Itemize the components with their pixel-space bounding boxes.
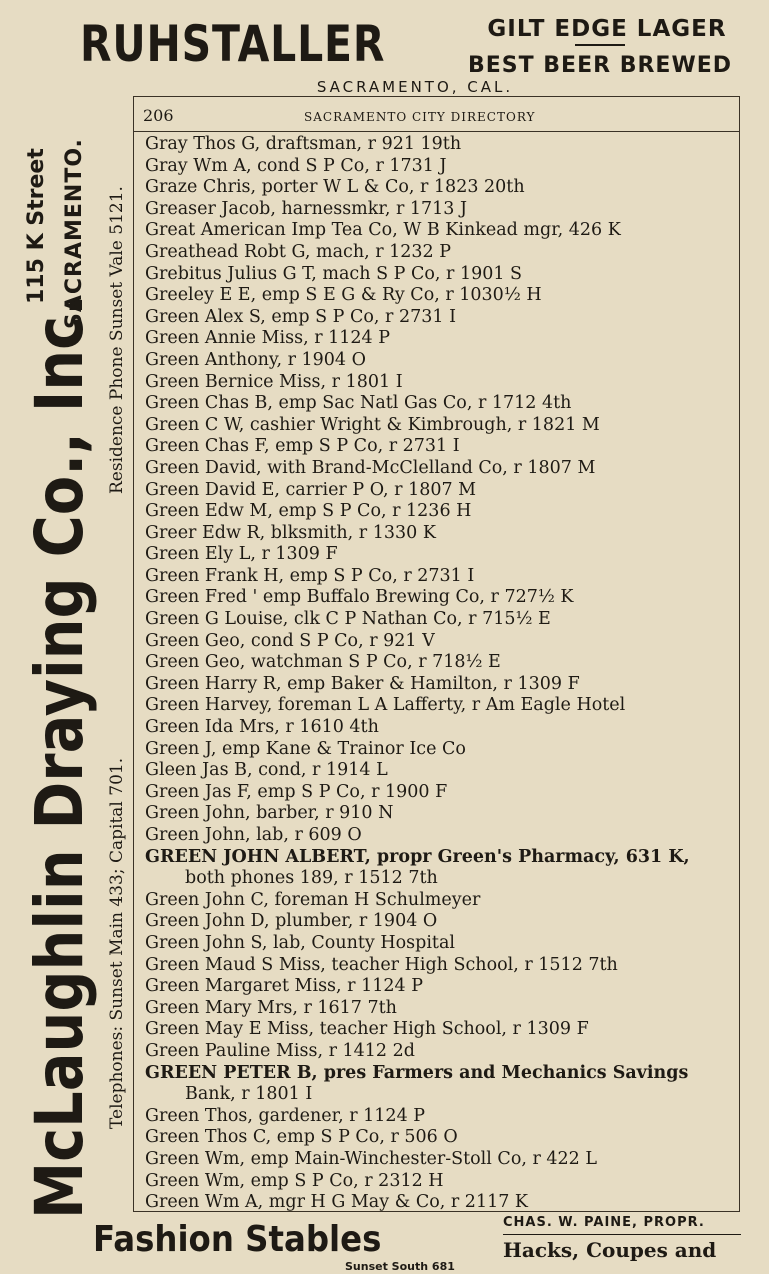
proprietor-underline — [503, 1234, 741, 1235]
directory-entry: Green John, lab, r 609 O — [145, 825, 362, 845]
directory-entry: Green David E, carrier P O, r 1807 M — [145, 479, 477, 500]
brewery-city: SACRAMENTO, CAL. — [316, 78, 514, 96]
directory-entry: Green John C, foreman H Schulmeyer — [145, 889, 481, 910]
directory-entry: Greathead Robt G, mach, r 1232 P — [145, 241, 452, 262]
directory-entry: Green Edw M, emp S P Co, r 1236 H — [145, 501, 472, 522]
directory-entry: Great American Imp Tea Co, W B Kinkead mgr, 426 K — [145, 220, 621, 241]
side-city: SACRAMENTO. — [62, 138, 87, 329]
side-address: 115 K Street — [24, 148, 49, 304]
directory-entry: Graze Chris, porter W L & Co, r 1823 20th — [145, 177, 525, 198]
side-advertisement — [0, 0, 135, 1274]
stables-proprietor: CHAS. W. PAINE, PROPR. — [503, 1215, 705, 1230]
directory-entry: Green J, emp Kane & Trainor Ice Co — [145, 738, 466, 759]
directory-entry: Gray Wm A, cond S P Co, r 1731 J — [145, 155, 447, 176]
directory-entry: Green John D, plumber, r 1904 O — [145, 911, 438, 932]
directory-entry: Green Harry R, emp Baker & Hamilton, r 1309 F — [145, 673, 580, 694]
directory-entry: Green Wm A, mgr H G May & Co, r 2117 K — [145, 1192, 528, 1213]
directory-entry: Green Mary Mrs, r 1617 7th — [145, 997, 397, 1018]
directory-entry: Green C W, cashier Wright & Kimbrough, r 1821 M — [145, 414, 600, 435]
directory-entry: Green Ida Mrs, r 1610 4th — [145, 717, 379, 738]
directory-entry: Green Bernice Miss, r 1801 I — [145, 371, 403, 392]
directory-entry: GREEN JOHN ALBERT, propr Green's Pharmacy, 631 K, — [145, 846, 690, 867]
page-header — [134, 97, 739, 132]
directory-entry: Green G Louise, clk C P Nathan Co, r 715½ E — [145, 609, 551, 630]
directory-entry: Green Fred ' emp Buffalo Brewing Co, r 727½ K — [145, 587, 574, 608]
stables-services: Hacks, Coupes and — [503, 1238, 717, 1262]
directory-entry-continuation: Bank, r 1801 I — [185, 1084, 313, 1105]
directory-entry: GREEN PETER B, pres Farmers and Mechanics Savings — [145, 1062, 689, 1083]
side-company-name: McLaughlin Draying Co., Inc. — [21, 294, 98, 1219]
directory-entry: Green Chas F, emp S P Co, r 2731 I — [145, 436, 460, 457]
directory-entry: Green Thos, gardener, r 1124 P — [145, 1105, 426, 1126]
directory-entry: Greaser Jacob, harnessmkr, r 1713 J — [145, 198, 467, 219]
directory-entry: Green Wm, emp Main-Winchester-Stoll Co, r 422 L — [145, 1148, 597, 1169]
directory-entry: Gleen Jas B, cond, r 1914 L — [145, 760, 388, 781]
directory-entry: Green Harvey, foreman L A Lafferty, r Am Eagle Hotel — [145, 695, 626, 716]
brewery-name: RUHSTALLER — [80, 15, 386, 73]
directory-entry-continuation: both phones 189, r 1512 7th — [185, 868, 438, 889]
slogan-gilt-edge: GILT EDGE LAGER — [487, 16, 727, 42]
directory-entry: Green David, with Brand-McClelland Co, r 1807 M — [145, 457, 596, 478]
slogan-underline — [575, 44, 625, 46]
directory-entry: Green Ely L, r 1309 F — [145, 544, 338, 565]
directory-entry: Green Wm, emp S P Co, r 2312 H — [145, 1170, 444, 1191]
directory-entry: Greer Edw R, blksmith, r 1330 K — [145, 522, 436, 543]
directory-entry: Green Annie Miss, r 1124 P — [145, 328, 390, 349]
stables-phone: Sunset South 681 — [345, 1260, 455, 1273]
directory-entry: Gray Thos G, draftsman, r 921 19th — [145, 134, 462, 154]
side-telephones: Telephones: Sunset Main 433; Capital 701. — [107, 757, 127, 1129]
directory-listing — [133, 96, 740, 1212]
directory-entry: Green Jas F, emp S P Co, r 1900 F — [145, 781, 448, 802]
stables-name: Fashion Stables — [93, 1219, 382, 1260]
directory-entry: Green Margaret Miss, r 1124 P — [145, 976, 423, 997]
directory-entry: Green Geo, cond S P Co, r 921 V — [145, 630, 435, 651]
entry-list — [134, 134, 739, 1214]
directory-entry: Green Pauline Miss, r 1412 2d — [145, 1040, 415, 1061]
page-title: SACRAMENTO CITY DIRECTORY — [304, 110, 536, 124]
bottom-advertisement — [0, 1212, 769, 1274]
directory-entry: Green Frank H, emp S P Co, r 2731 I — [145, 565, 475, 586]
directory-entry: Green Geo, watchman S P Co, r 718½ E — [145, 652, 501, 673]
directory-entry: Green May E Miss, teacher High School, r 1309 F — [145, 1019, 589, 1040]
slogan-best-beer: BEST BEER BREWED — [467, 53, 733, 78]
page-number: 206 — [143, 106, 174, 125]
directory-entry: Grebitus Julius G T, mach S P Co, r 1901 S — [145, 263, 523, 284]
directory-entry: Green Alex S, emp S P Co, r 2731 I — [145, 306, 457, 327]
side-residence-phone: Residence Phone Sunset Vale 5121. — [107, 186, 127, 494]
directory-entry: Green Chas B, emp Sac Natl Gas Co, r 1712 4th — [145, 393, 572, 414]
directory-entry: Green Anthony, r 1904 O — [145, 349, 366, 370]
directory-entry: Greeley E E, emp S E G & Ry Co, r 1030½ H — [145, 285, 542, 306]
directory-entry: Green John S, lab, County Hospital — [145, 932, 455, 953]
directory-entry: Green Maud S Miss, teacher High School, r 1512 7th — [145, 954, 618, 975]
directory-entry: Green John, barber, r 910 N — [145, 803, 394, 824]
directory-entry: Green Thos C, emp S P Co, r 506 O — [145, 1127, 458, 1148]
